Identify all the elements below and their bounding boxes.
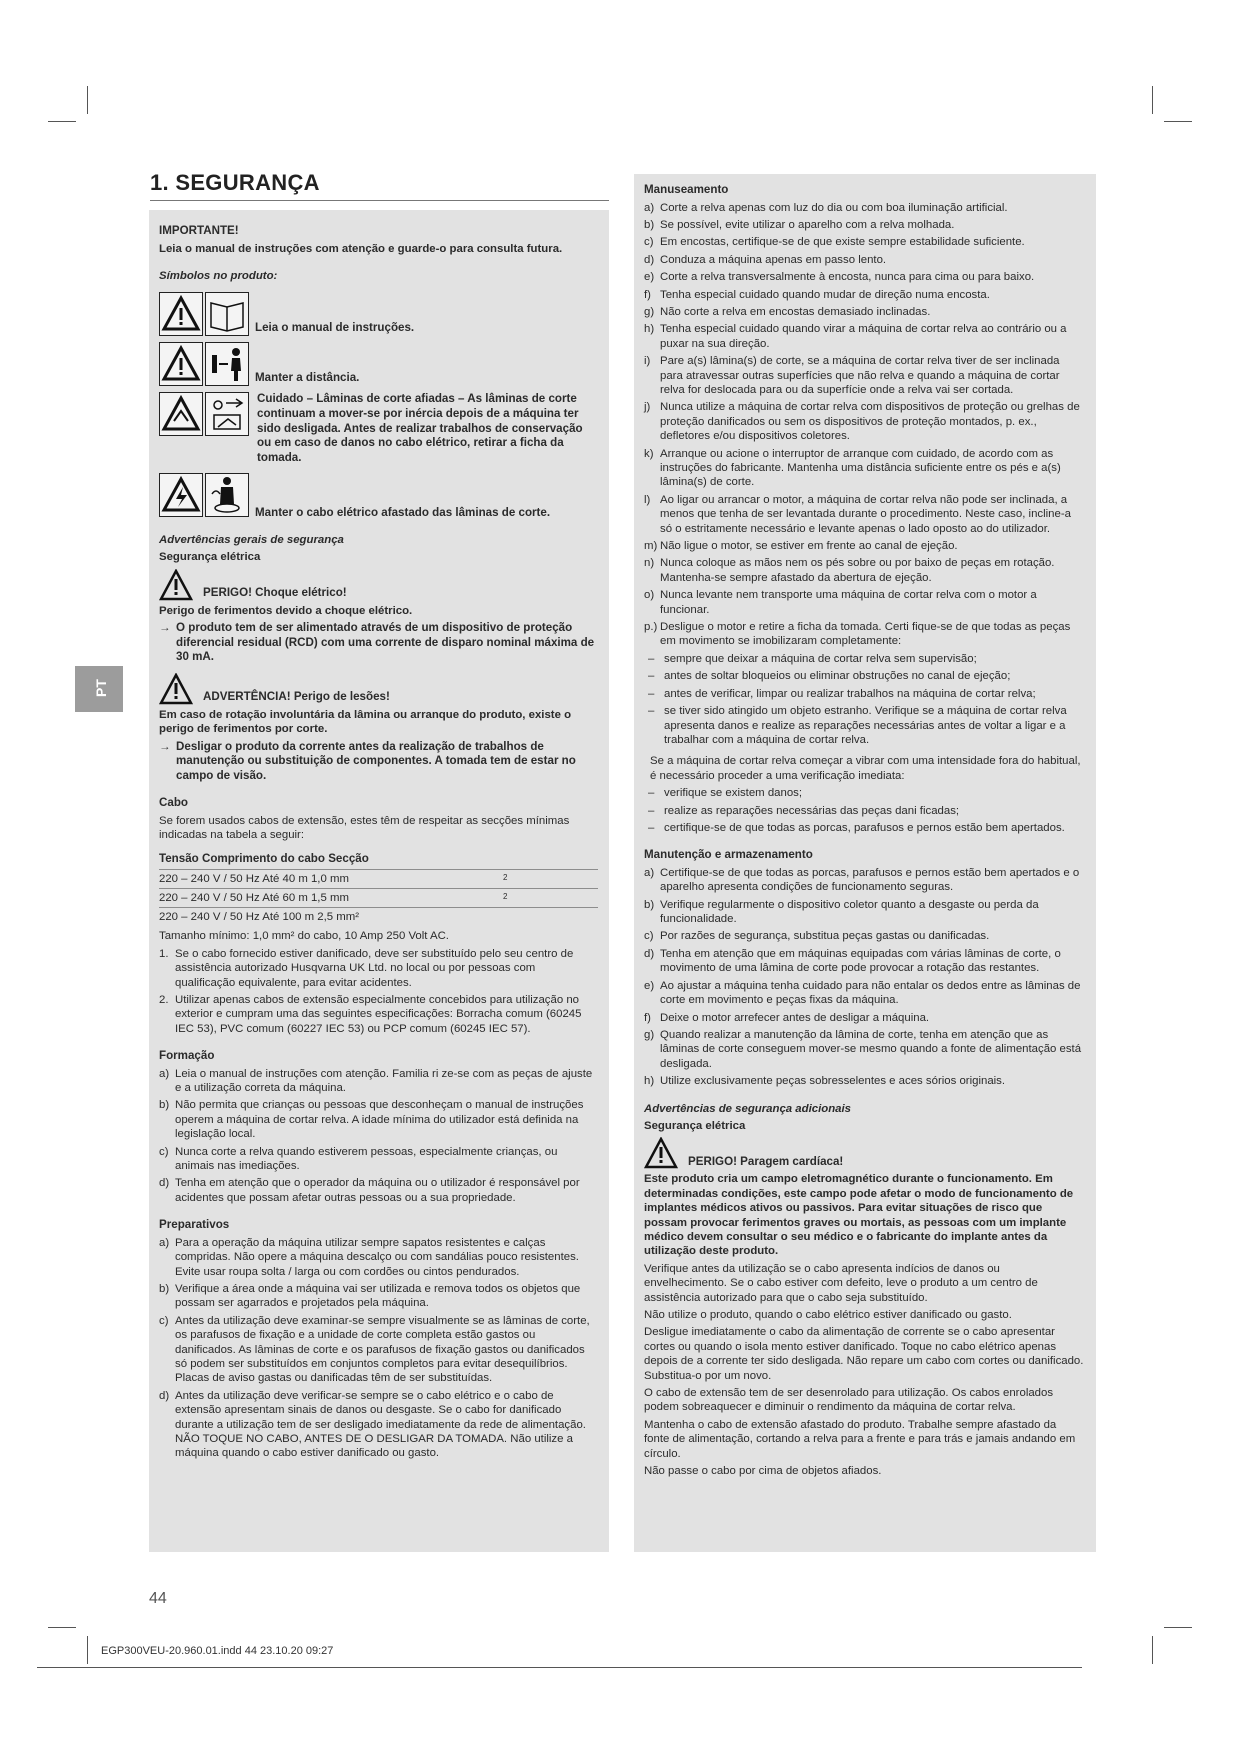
- list-item: f) Tenha especial cuidado quando mudar de direção numa encosta.: [644, 288, 990, 301]
- crop-mark: [1152, 86, 1153, 114]
- danger-electric-title: PERIGO! Choque elétrico!: [203, 586, 347, 600]
- warning-injury-title: ADVERTÊNCIA! Perigo de lesões!: [203, 690, 390, 704]
- crop-mark: [1152, 1636, 1153, 1664]
- cable-text: Se forem usados cabos de extensão, estes têm de respeitar as secções mínimas indicadas na tabela a seguir:: [159, 814, 570, 842]
- footer-rule: [37, 1667, 1082, 1668]
- danger-cardiac-text: Este produto cria um campo eletromagnético durante o funcionamento. Em determinadas condições, este campo pode afetar o modo de funcionamento de implantes médicos ativos ou passivos. Para evitar situações de risco que possam provocar ferimentos graves ou mortais, as pessoas com um implante médico devem consultar o seu médico e o fabricante do implante antes da utilização deste produto.: [644, 1173, 1074, 1258]
- paragraph: Não passe o cabo por cima de objetos afiados.: [644, 1465, 882, 1478]
- list-item: 1. Se o cabo fornecido estiver danificado, deve ser substituído pelo seu centro de assistência autorizado Husqvarna UK Ltd. no local ou por pessoas com qualificação equivalente, para evitar acidentes.: [159, 947, 574, 989]
- danger-electric-sub: Perigo de ferimentos devido a choque elétrico.: [159, 604, 413, 617]
- list-item: d) Antes da utilização deve verificar-se sempre se o cabo elétrico e o cabo de extensão apresentam sinais de danos ou desgaste. Se o cabo for danificado durante a utilização tem de ser desligado imediatamente da rede de alimentação. NÃO TOQUE NO CABO, ANTES DE O DESLIGAR DA TOMADA. Não utilize a máquina quando o cabo estiver danificado ou gasto.: [159, 1389, 586, 1460]
- maintenance-title: Manutenção e armazenamento: [644, 848, 813, 862]
- handling-list: [644, 201, 1084, 748]
- list-item: – realize as reparações necessárias das peças dani ficadas;: [648, 804, 960, 817]
- paragraph-list: [644, 1262, 1084, 1479]
- electric-safety-title: Segurança elétrica: [159, 551, 261, 564]
- list-item: l) Ao ligar ou arrancar o motor, a máquina de cortar relva não pode ser inclinada, a menos que tenha de ser levantada durante o procedimento. Neste caso, incline-a só o estritamente necessário e levante apenas o lado oposto ao do utilizador.: [644, 493, 1071, 535]
- danger-cardiac-title: PERIGO! Paragem cardíaca!: [688, 1154, 844, 1168]
- list-item: a) Leia o manual de instruções com atenção. Familia ri ze-se com as peças de ajuste e a utilização correta da máquina.: [159, 1067, 593, 1095]
- symbol-manual: [159, 292, 598, 336]
- warning-injury-instruction: → Desligar o produto da corrente antes da realização de trabalhos de manutenção ou substituição de componentes. A tomada tem de estar no campo de visão.: [159, 739, 576, 782]
- arrow-right-icon: →: [159, 739, 171, 753]
- warning-injury-sub: Em caso de rotação involuntária da lâmina ou arranque do produto, existe o perigo de ferimentos por corte.: [159, 708, 572, 736]
- important-title: IMPORTANTE!: [159, 224, 239, 237]
- list-item: g) Quando realizar a manutenção da lâmina de corte, tenha em atenção que as lâminas de corte conseguem mover-se mesmo quando a fonte de alimentação está desligada.: [644, 1028, 1082, 1070]
- table-row: [159, 870, 598, 889]
- table-row: [159, 908, 598, 927]
- table-cell: 220 – 240 V / 50 Hz Até 100 m 2,5 mm²: [159, 911, 360, 924]
- handling-title: Manuseamento: [644, 183, 729, 196]
- list-item: e) Ao ajustar a máquina tenha cuidado para não entalar os dedos entre as lâminas de corte em movimento e peças fixas da máquina.: [644, 979, 1081, 1007]
- table-cell: 220 – 240 V / 50 Hz Até 60 m 1,5 mm: [159, 889, 503, 908]
- list-item: h) Utilize exclusivamente peças sobresselentes e aces sórios originais.: [644, 1075, 1006, 1088]
- list-item: – certifique-se de que todas as porcas, parafusos e pernos estão bem apertados.: [648, 821, 1065, 834]
- crop-mark: [1164, 1627, 1192, 1628]
- cable-icon: [205, 473, 249, 517]
- left-panel: [149, 210, 609, 1552]
- list-item: j) Nunca utilize a máquina de cortar relva com dispositivos de proteção ou grelhas de proteção danificados ou sem os dispositivos de proteção montados, p. ex., defletores e/ou dispositivos coletores.: [644, 401, 1080, 443]
- warning-triangle-icon: [159, 569, 193, 601]
- list-item: b) Se possível, evite utilizar o aparelho com a relva molhada.: [644, 218, 955, 231]
- table-row: [159, 889, 598, 908]
- list-item: d) Tenha em atenção que em máquinas equipadas com várias lâminas de corte, o movimento de uma lâmina de corte pode provocar a rotação das restantes.: [644, 947, 1061, 975]
- warning-triangle-icon: [644, 1137, 678, 1169]
- cable-min-size: Tamanho mínimo: 1,0 mm² do cabo, 10 Amp 250 Volt AC.: [159, 930, 449, 943]
- right-panel: [634, 174, 1096, 1552]
- preparation-title: Preparativos: [159, 1218, 230, 1232]
- crop-mark: [87, 1636, 88, 1664]
- list-item: b) Verifique regularmente o dispositivo coletor quanto a desgaste ou perda da funcionalidade.: [644, 898, 1039, 926]
- list-item: – verifique se existem danos;: [648, 787, 803, 800]
- list-item: g) Não corte a relva em encostas demasiado inclinadas.: [644, 305, 931, 318]
- paragraph: O cabo de extensão tem de ser desenrolado para utilização. Os cabos enrolados podem sobreaquecer e diminuir o rendimento da máquina de cortar relva.: [644, 1387, 1054, 1414]
- danger-electric-instruction: → O produto tem de ser alimentado através de um dispositivo de proteção diferencial residual (RCD) com uma corrente de disparo nominal máxima de 30 mA.: [159, 621, 595, 664]
- symbol-distance-text: Manter a distância.: [255, 371, 360, 385]
- list-item: c) Por razões de segurança, substitua peças gastas ou danificadas.: [644, 930, 990, 943]
- cable-title: Cabo: [159, 796, 188, 810]
- warning-triangle-icon: [159, 342, 203, 386]
- paragraph: Verifique antes da utilização se o cabo apresenta indícios de danos ou envelhecimento. Se o cabo estiver com defeito, leve o produto a um centro de assistência autorizado para que o cabo seja substituído.: [644, 1262, 1038, 1304]
- list-item: a) Corte a relva apenas com luz do dia ou com boa iluminação artificial.: [644, 201, 1008, 214]
- symbol-blade: [159, 392, 598, 465]
- warning-triangle-icon: [159, 673, 193, 705]
- paragraph: Não utilize o produto, quando o cabo elétrico estiver danificado ou gasto.: [644, 1309, 1012, 1321]
- list-item: c) Em encostas, certifique-se de que existe sempre estabilidade suficiente.: [644, 236, 1025, 249]
- danger-electric-row: [159, 569, 598, 601]
- list-item: d) Tenha em atenção que o operador da máquina ou o utilizador é responsável por acidentes que possam afetar outras pessoas ou a sua propriedade.: [159, 1177, 580, 1204]
- additional-safety-title: Advertências de segurança adicionais: [644, 1102, 852, 1115]
- crop-mark: [48, 1627, 76, 1628]
- warning-triangle-icon: [159, 392, 203, 436]
- list-item: – antes de verificar, limpar ou realizar trabalhos na máquina de cortar relva;: [648, 687, 1036, 700]
- list-item: h) Tenha especial cuidado quando virar a máquina de cortar relva ao contrário ou a puxar na sua direção.: [644, 323, 1067, 350]
- page-number: 44: [149, 1590, 167, 1607]
- symbol-manual-text: Leia o manual de instruções.: [255, 321, 415, 335]
- paragraph: Desligue imediatamente o cabo da alimentação de corrente se o cabo apresentar cortes ou quando o isola mento estiver danificado. Toque no cabo elétrico apenas depois de a corrente ter sido desligada. Não repare um cabo com cortes ou danificado. Substitua-o por um novo.: [644, 1326, 1084, 1382]
- list-item: m) Não ligue o motor, se estiver em frente ao canal de ejeção.: [644, 540, 958, 553]
- footer-file-info: EGP300VEU-20.960.01.indd 44 23.10.20 09:27: [101, 1645, 334, 1657]
- symbol-blade-text: Cuidado – Lâminas de corte afiadas – As lâminas de corte continuam a mover-se por inércia depois de a máquina ter sido desligada. Antes de realizar trabalhos de conservação ou em caso de danos no cabo elétrico, retirar a ficha da tomada.: [257, 392, 583, 464]
- table-cell: 220 – 240 V / 50 Hz Até 40 m 1,0 mm: [159, 870, 503, 889]
- list-item: c) Nunca corte a relva quando estiverem pessoas, especialmente crianças, ou animais nas imediações.: [159, 1145, 558, 1173]
- table-cell-sup: 2: [503, 889, 598, 908]
- list-item: – sempre que deixar a máquina de cortar relva sem supervisão;: [648, 652, 977, 665]
- vibration-text: Se a máquina de cortar relva começar a vibrar com uma intensidade fora do habitual, é necessário proceder a uma verificação imediata:: [650, 755, 1081, 782]
- list-item: f) Deixe o motor arrefecer antes de desligar a máquina.: [644, 1011, 930, 1024]
- table-cell-sup: 2: [503, 870, 598, 889]
- language-tab-label: PT: [92, 679, 109, 697]
- electric-safety-title-2: Segurança elétrica: [644, 1119, 746, 1132]
- warning-injury-row: [159, 673, 598, 705]
- general-safety-title: Advertências gerais de segurança: [159, 533, 344, 546]
- table-cell-sup: [503, 908, 598, 927]
- keep-distance-icon: [205, 342, 249, 386]
- list-item: i) Pare a(s) lâmina(s) de corte, se a máquina de cortar relva tiver de ser inclinada para atravessar outras superfícies que não relva e quando a máquina de cortar relva for deslocada para ou da superfície onde a relva vai ser cortada.: [644, 355, 1060, 396]
- list-item: b) Verifique a área onde a máquina vai ser utilizada e remova todos os objetos que possam ser agarrados e projetados pela máquina.: [159, 1283, 581, 1310]
- crop-mark: [48, 121, 76, 122]
- paragraph: Mantenha o cabo de extensão afastado do produto. Trabalhe sempre afastado da fonte de alimentação, cortando a relva para a frente e para trás e jamais andando em círculo.: [644, 1418, 1076, 1460]
- language-tab: [75, 666, 123, 712]
- list-item: 2. Utilizar apenas cabos de extensão especialmente concebidos para utilização no exterior e cumpram uma das seguintes especificações: Borracha comum (60245 IEC 53), PVC comum (60227 IEC 53) ou PCP comum (60245 IEC 57).: [159, 993, 582, 1035]
- list-item: – antes de soltar bloqueios ou eliminar obstruções no canal de ejeção;: [648, 670, 1011, 683]
- list-item: p.) Desligue o motor e retire a ficha da tomada. Certi fique-se de que todas as peças em movimento se imobilizaram completamente:: [644, 621, 1071, 648]
- warning-triangle-icon: [159, 292, 203, 336]
- cable-table: [159, 870, 598, 926]
- list-item: a) Para a operação da máquina utilizar sempre sapatos resistentes e calças compridas. Não opere a máquina descalço ou com sandálias pouco resistentes. Evite usar roupa solta / larga ou com cordões ou cintos pendurados.: [159, 1236, 579, 1278]
- symbols-title: Símbolos no produto:: [159, 269, 278, 282]
- list-item: – se tiver sido atingido um objeto estranho. Verifique se a máquina de cortar relva apresenta danos e realize as reparações necessárias antes de voltar a ligar e a trabalhar com a máquina de cortar relva.: [648, 705, 1067, 746]
- list-item: e) Corte a relva transversalmente à encosta, nunca para cima ou para baixo.: [644, 271, 1035, 284]
- crop-mark: [1164, 121, 1192, 122]
- maintenance-list: [644, 866, 1084, 1089]
- list-item: d) Conduza a máquina apenas em passo lento.: [644, 253, 887, 266]
- symbol-cable: [159, 473, 598, 521]
- manual-book-icon: [205, 292, 249, 336]
- symbol-distance: [159, 342, 598, 386]
- list-item: c) Antes da utilização deve examinar-se sempre visualmente se as lâminas de corte, os parafusos de fixação e a unidade de corte completa estão gastos ou danificados. As lâminas de corte e os parafusos de fixação gastos ou danificados só podem ser substituídos em conjuntos completos para evitar desequilíbrios. Placas de aviso gastas ou danificadas têm de ser substituídas.: [159, 1314, 590, 1385]
- list-item: n) Nunca coloque as mãos nem os pés sobre ou por baixo de peças em rotação. Mantenha-se sempre afastado da abertura de ejeção.: [644, 557, 1055, 584]
- important-text: Leia o manual de instruções com atenção e guarde-o para consulta futura.: [159, 242, 563, 255]
- list-item: k) Arranque ou acione o interruptor de arranque com cuidado, de acordo com as instruções do fabricante. Mantenha uma distância suficiente entre os pés e a(s) lâmina(s) de corte.: [644, 447, 1061, 489]
- danger-cardiac-row: [644, 1137, 1084, 1169]
- vibration-list: [644, 786, 1084, 835]
- list-item: o) Nunca levante nem transporte uma máquina de cortar relva com o motor a funcionar.: [644, 589, 1037, 616]
- electric-warning-icon: [159, 473, 203, 517]
- list-item: b) Não permita que crianças ou pessoas que desconheçam o manual de instruções operem a máquina de cortar relva. A idade mínima do utilizador está definida na legislação local.: [159, 1099, 584, 1141]
- arrow-right-icon: →: [159, 621, 171, 635]
- cable-table-header: Tensão Comprimento do cabo Secção: [159, 852, 598, 871]
- crop-mark: [87, 86, 88, 114]
- blade-warning-icon: [205, 392, 249, 436]
- list-item: a) Certifique-se de que todas as porcas, parafusos e pernos estão bem apertados e o aparelho apresenta condições de funcionamento seguras.: [644, 866, 1080, 894]
- title-rule: [150, 200, 609, 201]
- training-title: Formação: [159, 1049, 215, 1063]
- symbol-cable-text: Manter o cabo elétrico afastado das lâminas de corte.: [255, 506, 551, 520]
- page-title: 1. SEGURANÇA: [150, 170, 320, 195]
